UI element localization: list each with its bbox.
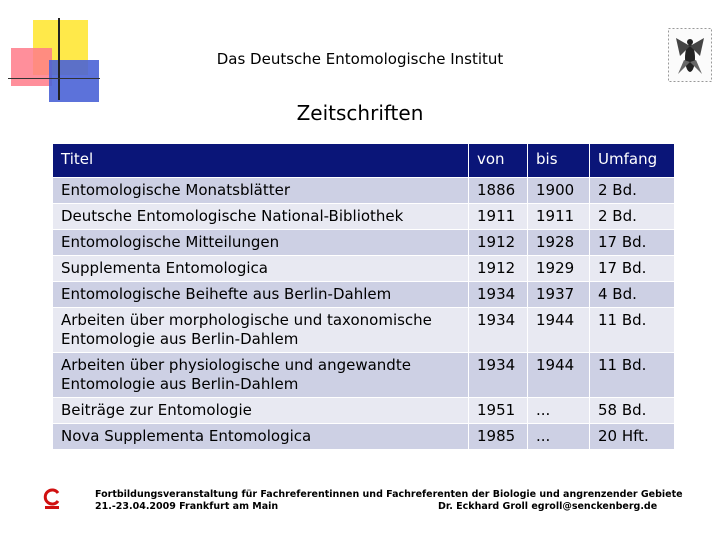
cell-umfang: 2 Bd. [590, 178, 675, 204]
column-header-umfang: Umfang [590, 144, 675, 178]
cell-von: 1934 [469, 353, 528, 398]
cell-title: Beiträge zur Entomologie [53, 398, 469, 424]
cell-umfang: 2 Bd. [590, 204, 675, 230]
cell-bis: 1929 [528, 256, 590, 282]
table-row [53, 178, 675, 204]
column-header-von: von [469, 144, 528, 178]
cell-title: Arbeiten über morphologische und taxonomische Entomologie aus Berlin-Dahlem [53, 308, 469, 353]
table-row [53, 424, 675, 450]
table-row [53, 230, 675, 256]
cell-von: 1934 [469, 282, 528, 308]
table-header-row [53, 144, 675, 178]
cell-umfang: 17 Bd. [590, 230, 675, 256]
cell-von: 1886 [469, 178, 528, 204]
cell-von: 1934 [469, 308, 528, 353]
cell-von: 1951 [469, 398, 528, 424]
cell-von: 1911 [469, 204, 528, 230]
cell-title: Supplementa Entomologica [53, 256, 469, 282]
cell-bis: 1911 [528, 204, 590, 230]
cell-bis: 1900 [528, 178, 590, 204]
cell-von: 1912 [469, 256, 528, 282]
table-row [53, 204, 675, 230]
cell-umfang: 58 Bd. [590, 398, 675, 424]
header-title: Das Deutsche Entomologische Institut [216, 50, 504, 68]
column-header-title: Titel [53, 144, 469, 178]
footer-date-line: 21.-23.04.2009 Frankfurt am Main [95, 501, 279, 512]
column-header-bis: bis [528, 144, 590, 178]
cell-umfang: 4 Bd. [590, 282, 675, 308]
cell-umfang: 20 Hft. [590, 424, 675, 450]
cell-umfang: 17 Bd. [590, 256, 675, 282]
cell-title: Deutsche Entomologische National-Bibliothek [53, 204, 469, 230]
table-row [53, 398, 675, 424]
table-row [53, 256, 675, 282]
cell-bis: 1928 [528, 230, 590, 256]
cell-bis: 1944 [528, 353, 590, 398]
cell-von: 1985 [469, 424, 528, 450]
cell-title: Nova Supplementa Entomologica [53, 424, 469, 450]
cell-title: Entomologische Beihefte aus Berlin-Dahlem [53, 282, 469, 308]
cell-umfang: 11 Bd. [590, 308, 675, 353]
cell-title: Arbeiten über physiologische und angewandte Entomologie aus Berlin-Dahlem [53, 353, 469, 398]
footer [95, 489, 683, 513]
cell-umfang: 11 Bd. [590, 353, 675, 398]
cell-bis: ... [528, 424, 590, 450]
senckenberg-logo-icon [42, 487, 62, 511]
cell-bis: ... [528, 398, 590, 424]
footer-author: Dr. Eckhard Groll egroll@senckenberg.de [438, 501, 658, 512]
table-row [53, 308, 675, 353]
table-row [53, 353, 675, 398]
cell-bis: 1944 [528, 308, 590, 353]
cell-title: Entomologische Mitteilungen [53, 230, 469, 256]
cell-von: 1912 [469, 230, 528, 256]
journals-table [52, 143, 675, 450]
deco-horizontal-line [8, 78, 100, 79]
cell-bis: 1937 [528, 282, 590, 308]
page-subtitle: Zeitschriften [296, 101, 424, 125]
cell-title: Entomologische Monatsblätter [53, 178, 469, 204]
table-row [53, 282, 675, 308]
footer-event-line: Fortbildungsveranstaltung für Fachreferentinnen und Fachreferenten der Biologie und angrenzender Gebiete [95, 489, 683, 500]
institute-emblem-icon [668, 28, 712, 82]
